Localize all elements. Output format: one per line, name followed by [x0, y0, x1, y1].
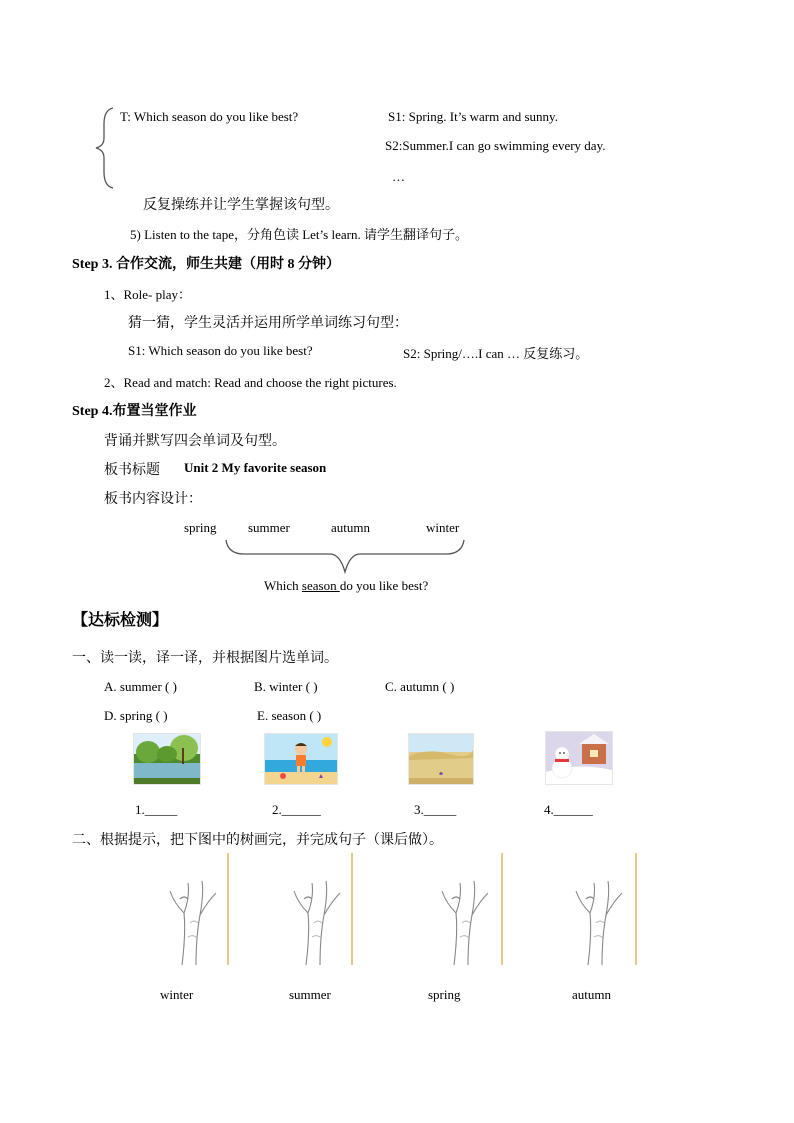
student1-answer: S1: Spring. It’s warm and sunny.: [388, 109, 558, 124]
step3-s1: S1: Which season do you like best?: [128, 343, 313, 358]
blank-4: 4.______: [544, 802, 593, 817]
student2-answer: S2:Summer.I can go swimming every day.: [385, 138, 606, 153]
step5-line: 5) Listen to the tape，分角色读 Let’s learn. 请学生翻译句子。: [130, 227, 468, 242]
step3-item1: 1、Role- play：: [104, 287, 192, 302]
tree-outline-3: [432, 853, 504, 965]
choice-d: D. spring ( ): [104, 708, 168, 723]
blank-3: 3._____: [414, 802, 457, 817]
tree-label-2: summer: [289, 987, 331, 1002]
tree-outline-4: [566, 853, 638, 965]
step3-item2: 2、Read and match: Read and choose the right pictures.: [104, 375, 397, 390]
part1-title: 一、读一读，译一译，并根据图片选单词。: [72, 651, 338, 666]
choice-b: B. winter ( ): [254, 679, 318, 694]
summer-beach-picture: [264, 733, 338, 785]
tree-outline-1: [160, 853, 230, 965]
blank-1: 1._____: [135, 802, 178, 817]
step3-title: Step 3. 合作交流，师生共建（用时 8 分钟）: [72, 257, 340, 272]
choice-a: A. summer ( ): [104, 679, 177, 694]
tree-label-4: autumn: [572, 987, 611, 1002]
choice-e: E. season ( ): [257, 708, 322, 723]
board-word: summer: [248, 520, 290, 535]
autumn-field-picture: [408, 733, 474, 785]
board-title-label: 板书标题: [104, 463, 160, 478]
step3-guess: 猜一猜，学生灵活并运用所学单词练习句型：: [128, 316, 408, 331]
board-word: autumn: [331, 520, 370, 535]
tree-label-1: winter: [160, 987, 194, 1002]
blank-2: 2.______: [272, 802, 321, 817]
step4-title: Step 4.布置当堂作业: [72, 404, 197, 419]
choice-c: C. autumn ( ): [385, 679, 455, 694]
board-question: Which season do you like best?: [264, 578, 429, 593]
practice-note: 反复操练并让学生掌握该句型。: [143, 198, 339, 213]
winter-snowman-picture: [545, 731, 613, 785]
teacher-question: T: Which season do you like best?: [120, 109, 299, 124]
step4-recite: 背诵并默写四会单词及句型。: [104, 434, 286, 449]
under-brace-icon: [226, 538, 464, 576]
step3-s2: S2: Spring/….I can … 反复练习。: [403, 346, 589, 361]
board-title: Unit 2 My favorite season: [184, 460, 327, 475]
tree-outline-2: [284, 853, 354, 965]
left-brace-icon: [96, 108, 116, 188]
board-design-label: 板书内容设计：: [104, 492, 202, 507]
dialog-ellipsis: …: [392, 169, 405, 184]
board-word: spring: [184, 520, 217, 535]
assessment-title: 【达标检测】: [72, 612, 169, 629]
board-word: winter: [426, 520, 460, 535]
spring-lake-picture: [133, 733, 201, 785]
part2-title: 二、根据提示，把下图中的树画完，并完成句子（课后做）。: [72, 833, 443, 848]
tree-label-3: spring: [428, 987, 461, 1002]
